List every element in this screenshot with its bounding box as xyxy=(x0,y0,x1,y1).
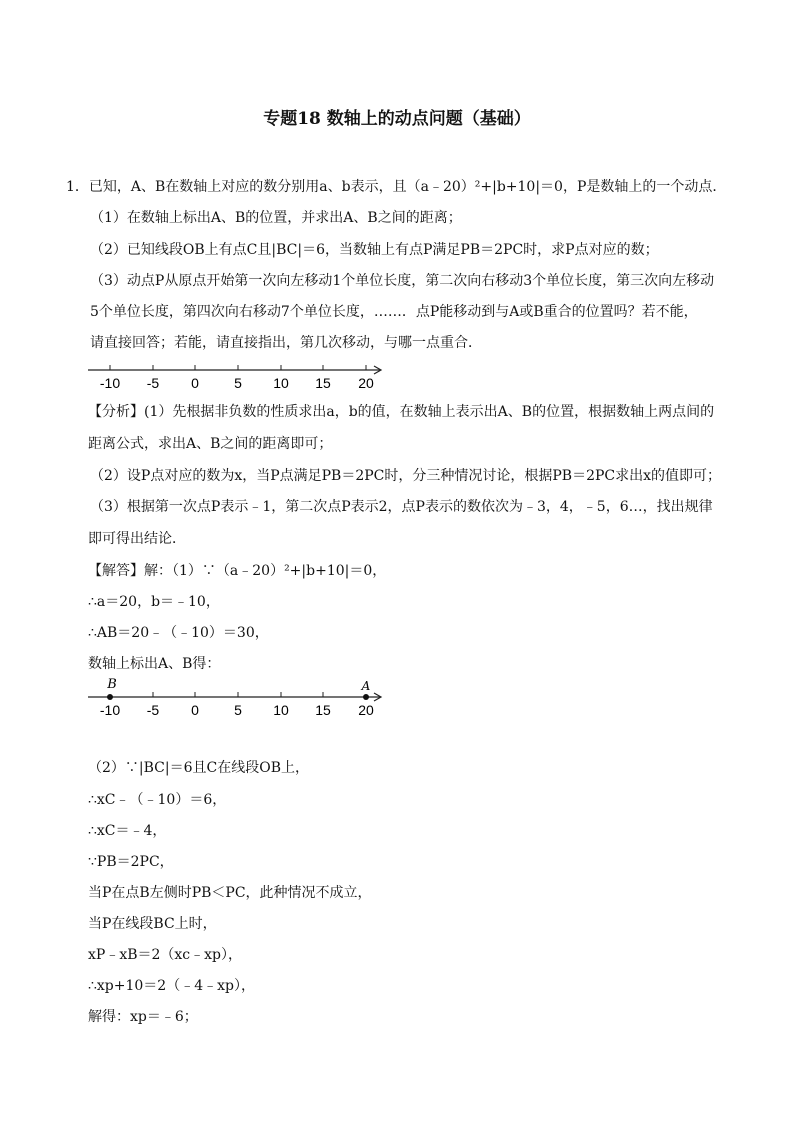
solution-part2-line2: ∴xC﹣（﹣10）＝6， xyxy=(88,792,227,808)
tick-label: -10 xyxy=(99,702,121,718)
tick-label: 15 xyxy=(315,702,331,718)
tick-label: 5 xyxy=(234,375,242,391)
solution-part2-line4: ∵PB＝2PC， xyxy=(88,854,174,870)
tick-label: 20 xyxy=(358,375,374,391)
tick-label: -5 xyxy=(146,375,160,391)
solution-part2-line9: 解得：xp＝﹣6； xyxy=(88,1009,198,1025)
page-title: 专题18 数轴上的动点问题（基础） xyxy=(263,109,531,129)
solution-part2-line7: xP﹣xB＝2（xc﹣xp）， xyxy=(88,947,242,963)
analysis-line2: 距离公式，求出A、B之间的距离即可； xyxy=(88,436,333,452)
solution-part2-line6: 当P在线段BC上时， xyxy=(88,916,217,932)
point-a-dot xyxy=(363,694,369,700)
analysis-line3: （2）设P点对应的数为x，当P点满足PB＝2PC时，分三种情况讨论，根据PB＝2PC求出x的值即可； xyxy=(90,468,722,484)
number-line xyxy=(88,362,388,392)
question-part2: （2）已知线段OB上有点C且|BC|＝6，当数轴上有点P满足PB＝2PC时，求P点对应的数； xyxy=(90,242,659,258)
solution-line4: 数轴上标出A、B得： xyxy=(88,656,221,672)
analysis-line5: 即可得出结论． xyxy=(88,531,186,547)
tick-label: 20 xyxy=(358,702,374,718)
tick-label: -10 xyxy=(99,375,121,391)
question-part3-line1: （3）动点P从原点开始第一次向左移动1个单位长度，第二次向右移动3个单位长度，第三次向左移动 xyxy=(90,273,715,289)
tick-label: 10 xyxy=(273,702,289,718)
question-part1: （1）在数轴上标出A、B的位置，并求出A、B之间的距离； xyxy=(90,210,462,226)
number-line-with-points xyxy=(88,675,388,719)
point-b-dot xyxy=(107,694,113,700)
analysis-line4: （3）根据第一次点P表示﹣1，第二次点P表示2，点P表示的数依次为﹣3，4，﹣5，6…，找出规律 xyxy=(90,499,713,515)
question-part3-line2: 5个单位长度，第四次向右移动7个单位长度，……．点P能移动到与A或B重合的位置吗？若不能， xyxy=(90,304,698,320)
question-part3-line3: 请直接回答；若能，请直接指出，第几次移动，与哪一点重合． xyxy=(90,335,482,351)
point-b-label: B xyxy=(107,677,117,692)
solution-line1: 【解答】解：（1）∵（a﹣20）²+|b+10|＝0， xyxy=(88,563,387,579)
point-a-label: A xyxy=(361,679,371,693)
tick-label: 5 xyxy=(234,702,242,718)
solution-part2-line3: ∴xC＝﹣4， xyxy=(88,823,167,839)
solution-part2-line1: （2）∵|BC|＝6且C在线段OB上， xyxy=(88,760,309,776)
tick-label: 0 xyxy=(191,702,199,718)
tick-label: 15 xyxy=(315,375,331,391)
tick-label: 10 xyxy=(273,375,289,391)
tick-label: -5 xyxy=(146,702,160,718)
solution-part2-line5: 当P在点B左侧时PB＜PC，此种情况不成立， xyxy=(88,885,372,901)
solution-part2-line8: ∴xp+10＝2（﹣4﹣xp）， xyxy=(88,978,255,994)
question-stem: 1．已知，A、B在数轴上对应的数分别用a、b表示，且（a﹣20）²+|b+10|＝0，P是数轴上的一个动点． xyxy=(66,179,727,195)
solution-line3: ∴AB＝20﹣（﹣10）＝30， xyxy=(88,625,269,641)
analysis-line1: 【分析】(1）先根据非负数的性质求出a，b的值，在数轴上表示出A、B的位置，根据数轴上两点间的 xyxy=(88,404,715,420)
solution-line2: ∴a＝20，b＝﹣10， xyxy=(88,594,220,610)
tick-label: 0 xyxy=(191,375,199,391)
